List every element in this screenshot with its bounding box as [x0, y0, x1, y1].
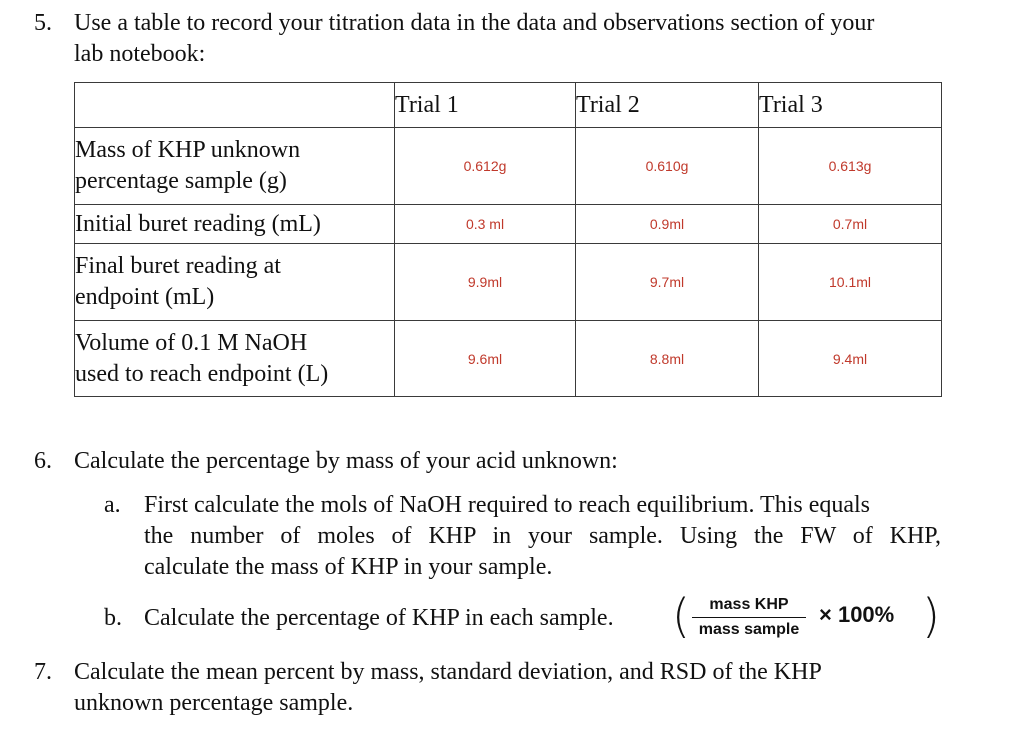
- question-6: [0, 446, 1024, 477]
- question-6-number: 6.: [34, 448, 52, 474]
- question-5-number: 5.: [34, 10, 52, 36]
- header-trial-2: Trial 2: [576, 83, 759, 128]
- cell-mass-trial-1: 0.612g: [395, 128, 576, 205]
- header-empty-cell: [75, 83, 395, 128]
- row-label-line: Final buret reading at: [75, 253, 281, 279]
- question-6a-line-1: First calculate the mols of NaOH required to reach equilibrium. This equals: [144, 492, 871, 518]
- table-row-volume-naoh: [75, 321, 942, 397]
- question-7: [0, 657, 1024, 721]
- table-row-initial-buret: [75, 205, 942, 244]
- cell-mass-trial-2: 0.610g: [576, 128, 759, 205]
- question-6-text: Calculate the percentage by mass of your acid unknown:: [74, 448, 618, 474]
- khp-percentage-formula: [672, 589, 942, 643]
- row-label-mass-khp: [75, 128, 395, 205]
- formula-open-paren: (: [672, 589, 690, 643]
- header-trial-3: Trial 3: [759, 83, 942, 128]
- cell-initial-trial-1: 0.3 ml: [395, 205, 576, 244]
- row-label-final-buret: [75, 244, 395, 321]
- formula-multiplier: × 100%: [819, 602, 895, 627]
- question-5-line-2: lab notebook:: [74, 41, 206, 67]
- formula-fraction: [690, 594, 808, 641]
- cell-final-trial-2: 9.7ml: [576, 244, 759, 321]
- table-row-mass-khp: [75, 128, 942, 205]
- question-6b: [0, 603, 660, 634]
- question-7-number: 7.: [34, 659, 52, 685]
- question-6b-marker: b.: [104, 605, 122, 631]
- fraction-bar: [692, 617, 806, 618]
- formula-numerator: mass KHP: [709, 596, 789, 613]
- question-7-line-2: unknown percentage sample.: [74, 690, 354, 716]
- row-label-initial-buret: [75, 205, 395, 244]
- cell-initial-trial-3: 0.7ml: [759, 205, 942, 244]
- cell-final-trial-3: 10.1ml: [759, 244, 942, 321]
- row-label-line: Volume of 0.1 M NaOH: [75, 329, 308, 356]
- table-row-final-buret: [75, 244, 942, 321]
- question-5-line-1: Use a table to record your titration data in the data and observations section of your: [74, 10, 875, 36]
- row-label-line: endpoint (mL): [75, 284, 215, 310]
- cell-volume-trial-2: 8.8ml: [576, 321, 759, 397]
- cell-volume-trial-1: 9.6ml: [395, 321, 576, 397]
- row-label-line: Initial buret reading (mL): [75, 210, 321, 237]
- titration-data-table: [74, 82, 942, 397]
- formula-close-paren: ): [922, 589, 940, 643]
- question-6a-line-2: the number of moles of KHP in your sample. Using the FW of KHP,: [144, 523, 941, 549]
- question-5: [0, 8, 1024, 72]
- question-6a-line-3: calculate the mass of KHP in your sample.: [144, 554, 553, 580]
- question-7-line-1: Calculate the mean percent by mass, standard deviation, and RSD of the KHP: [74, 659, 822, 685]
- row-label-line: used to reach endpoint (L): [75, 360, 329, 387]
- question-6a-marker: a.: [104, 492, 121, 518]
- table-header-row: [75, 83, 942, 128]
- row-label-line: percentage sample (g): [75, 168, 287, 194]
- cell-mass-trial-3: 0.613g: [759, 128, 942, 205]
- header-trial-1: Trial 1: [395, 83, 576, 128]
- cell-volume-trial-3: 9.4ml: [759, 321, 942, 397]
- row-label-volume-naoh: [75, 321, 395, 397]
- formula-denominator: mass sample: [698, 621, 800, 638]
- question-6b-text: Calculate the percentage of KHP in each sample.: [144, 605, 614, 631]
- cell-initial-trial-2: 0.9ml: [576, 205, 759, 244]
- cell-final-trial-1: 9.9ml: [395, 244, 576, 321]
- question-6a: [0, 490, 1024, 583]
- row-label-line: Mass of KHP unknown: [75, 137, 301, 163]
